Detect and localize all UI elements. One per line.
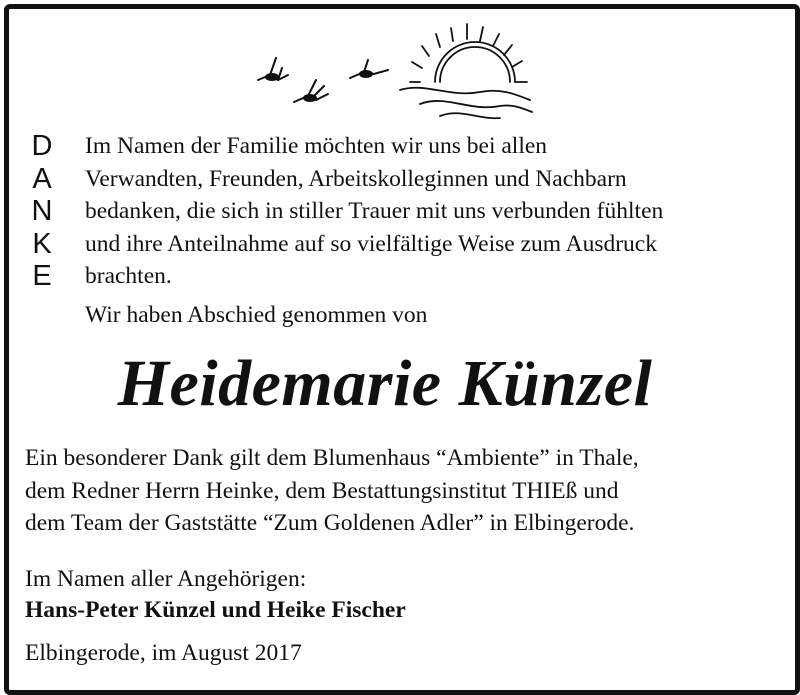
danke-letter: K	[32, 227, 52, 260]
signature-intro: Im Namen aller Angehörigen:	[25, 566, 307, 592]
place-and-date: Elbingerode, im August 2017	[25, 640, 302, 666]
intro-line: bedanken, die sich in stiller Trauer mit uns verbunden fühlten	[85, 198, 664, 224]
signature-names: Hans-Peter Künzel und Heike Fischer	[25, 597, 406, 623]
danke-letter: D	[31, 130, 53, 162]
sunrise-icon	[400, 24, 532, 118]
thanks-line: Ein besonderer Dank gilt dem Blumenhaus “Ambiente” in Thale,	[25, 445, 639, 471]
danke-letter: E	[32, 260, 52, 292]
danke-vertical-word	[27, 130, 57, 293]
farewell-line: Wir haben Abschied genommen von	[85, 301, 428, 328]
birds-and-sunset-icon	[250, 20, 540, 120]
intro-line: brachten.	[85, 263, 172, 289]
thanks-line: dem Team der Gaststätte “Zum Goldenen Adler” in Elbingerode.	[25, 510, 635, 536]
intro-line: Im Namen der Familie möchten wir uns bei allen	[85, 133, 548, 159]
intro-line: und ihre Anteilnahme auf so vielfältige Weise zum Ausdruck	[85, 230, 657, 257]
danke-letter: A	[32, 162, 52, 195]
bird-icon	[350, 60, 388, 78]
deceased-name: Heidemarie Künzel	[117, 347, 653, 420]
thanks-paragraph	[25, 442, 775, 540]
bird-icon	[294, 80, 328, 102]
danke-letter: N	[31, 195, 53, 227]
intro-line: Verwandten, Freunden, Arbeitskolleginnen und Nachbarn	[85, 165, 627, 192]
bird-icon	[258, 58, 288, 80]
intro-paragraph	[85, 130, 785, 331]
signature-block	[25, 564, 406, 626]
thanks-line: dem Redner Herrn Heinke, dem Bestattungsinstitut THIEß und	[25, 477, 619, 504]
